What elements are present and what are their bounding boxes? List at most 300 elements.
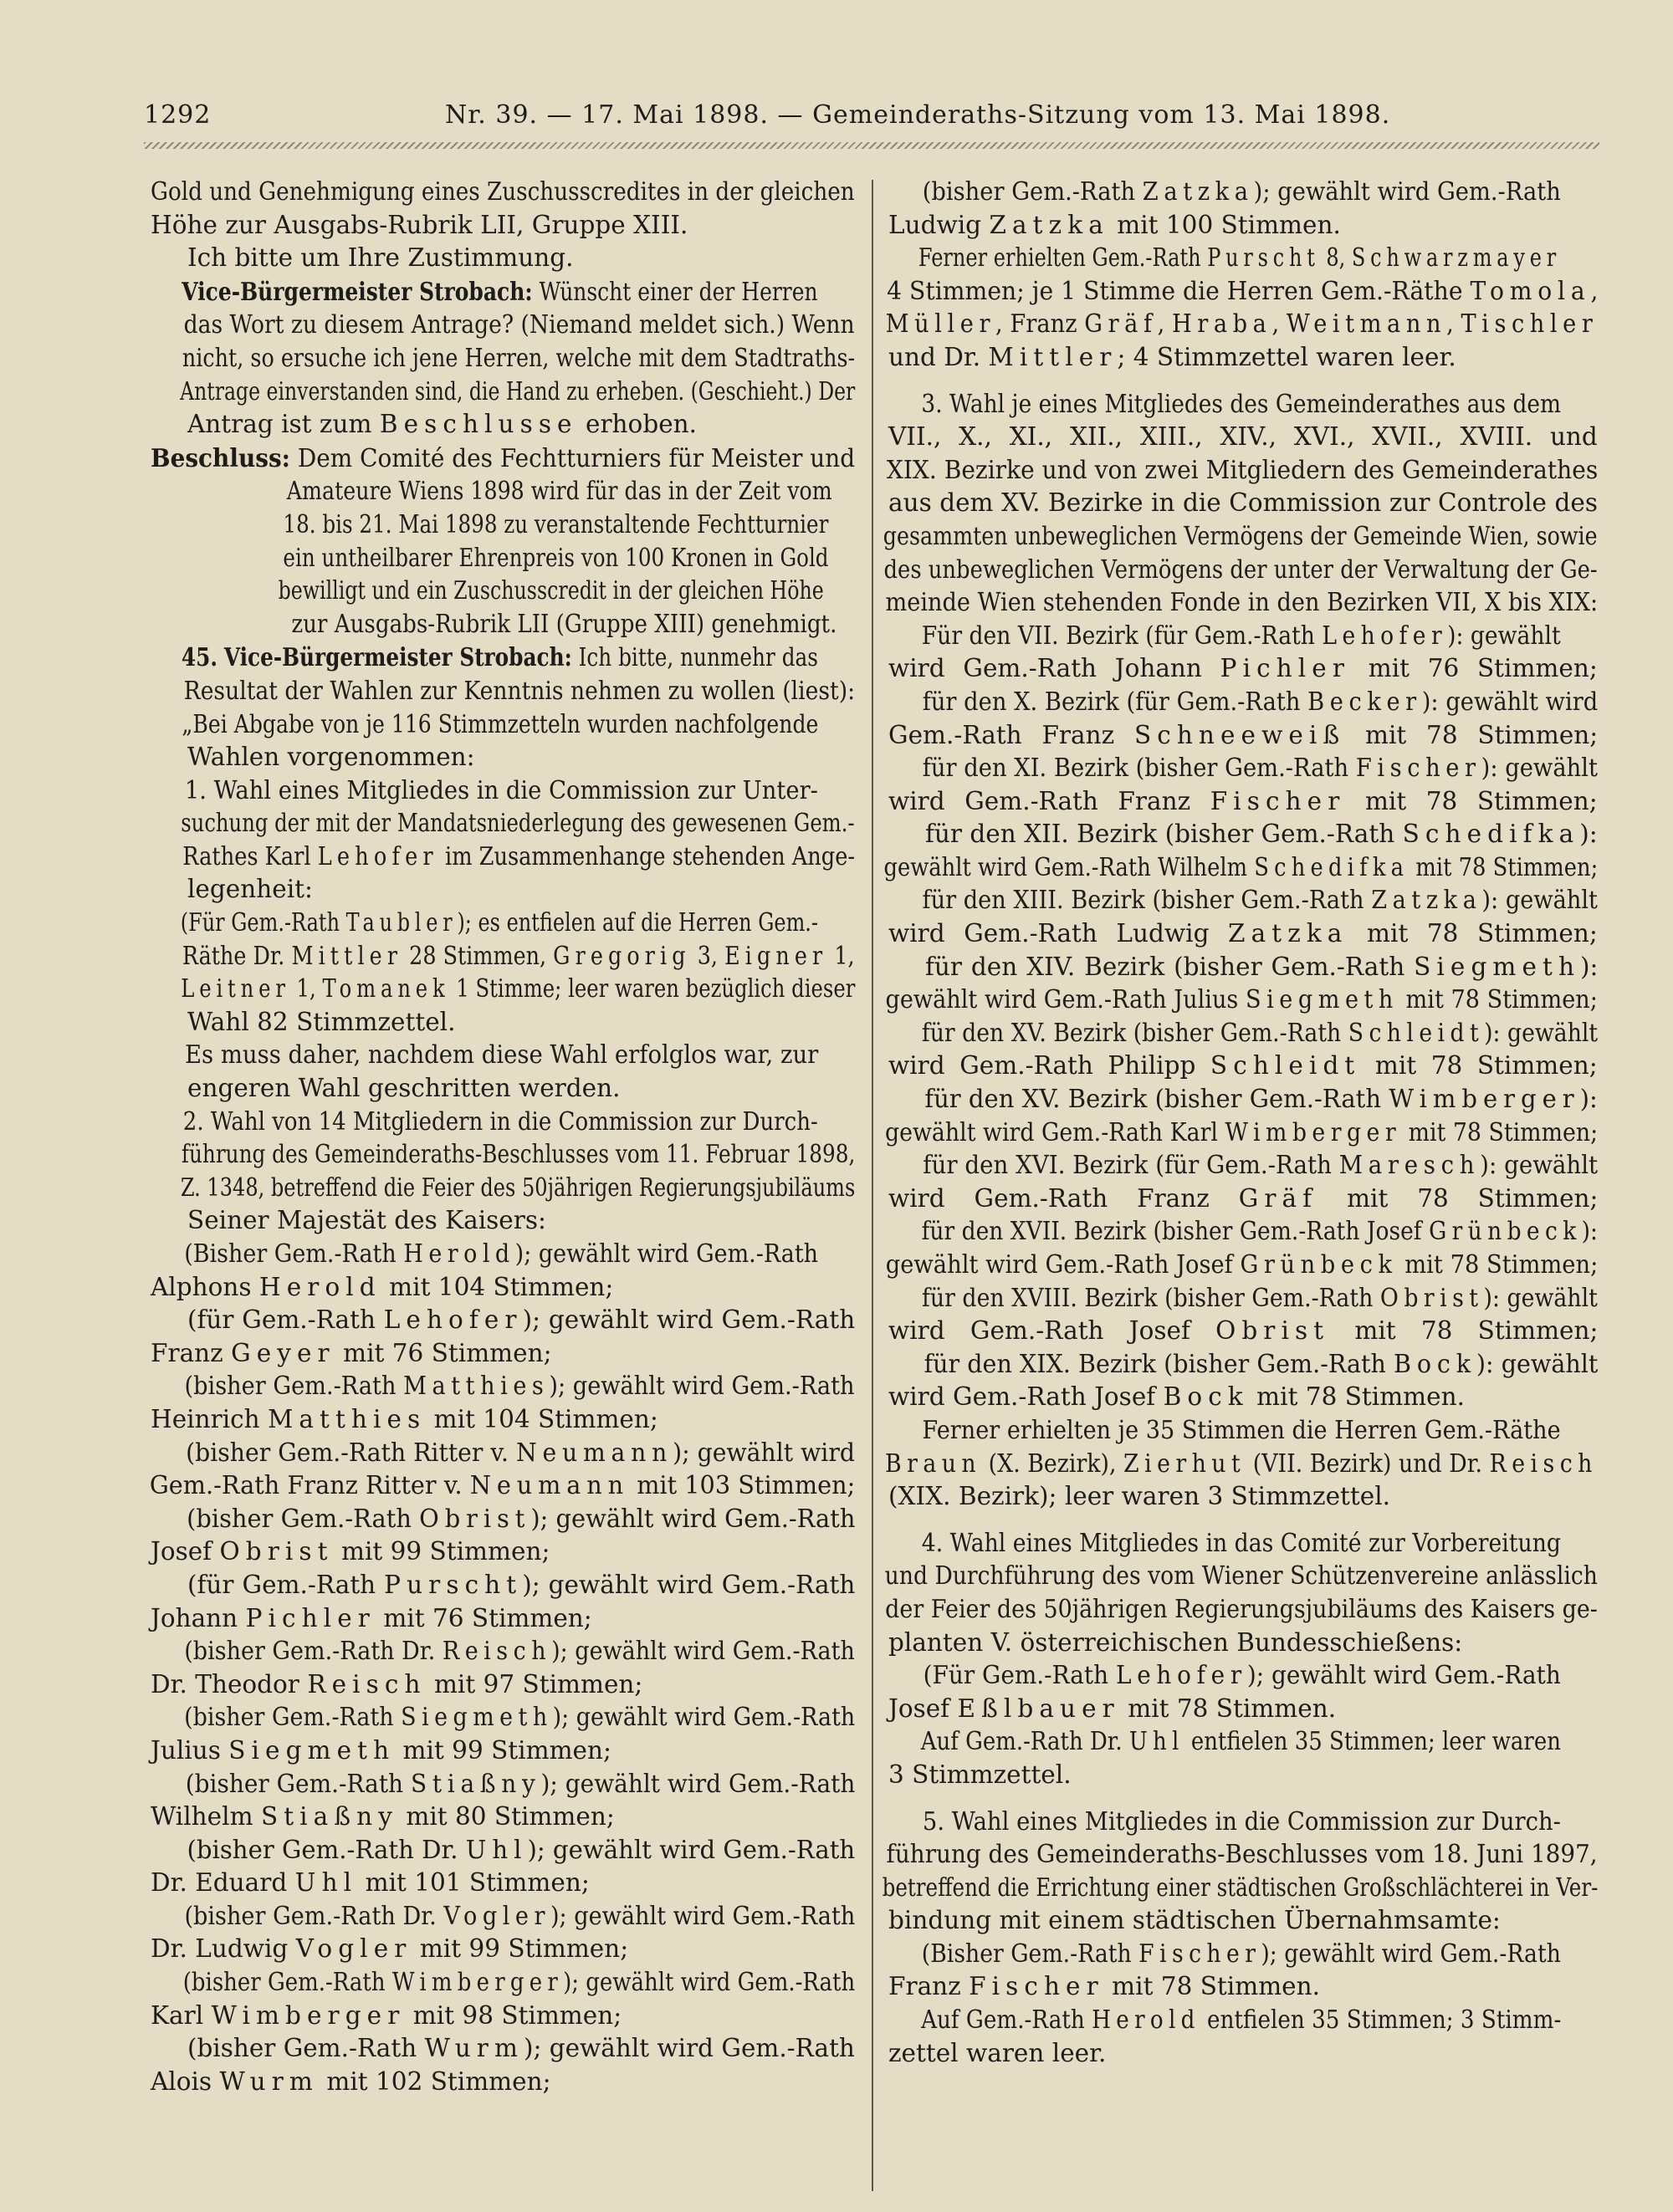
text-line [114,2000,855,2033]
spaced-word: Matthies [403,1372,550,1401]
text-run: (bisher Gem.-Rath [922,177,1136,206]
text-run: mit 78 Stimmen; [1365,720,1599,749]
text-line: nicht, so ersuche ich jene Herren, welche mit dem Stadtraths- [182,343,856,372]
text-run: wird Gem.-Rath Ludwig [888,919,1210,948]
spaced-word: Siegmeth [401,1703,553,1732]
paragraph-election-2-results [151,1238,855,2098]
spaced-word: Neumann [469,1471,630,1500]
text-run: ): [1580,952,1599,981]
text-line: des unbeweglichen Vermögens der unter der Verwaltung der Ge- [883,554,1598,584]
spaced-word: Tomanek [322,974,450,1004]
text-run: 1 Stimme; leer waren bezüglich dieser [456,974,856,1004]
text-run: Dr. Theodor [151,1669,299,1699]
page-title: Nr. 39. — 17. Mai 1898. — Gemeinderaths-Sitzung vom 13. Mai 1898. [445,100,1391,130]
paragraph-runoff [151,1039,855,1105]
spaced-word: Uhl [1128,1727,1184,1756]
text-run: Josef [888,1693,950,1723]
text-line: 4. Wahl eines Mitgliedes in das Comité zur Vorbereitung [921,1528,1561,1557]
text-run: für den XI. Bezirk (bisher Gem.-Rath [922,754,1349,783]
spaced-word: Obrist [419,1504,531,1533]
text-run: mit 76 Stimmen; [1368,654,1598,683]
paragraph-election-5 [882,1806,1599,1938]
text-line: gesammten unbeweglichen Vermögens der Gemeinde Wien, sowie [883,521,1598,550]
text-run: ): [1579,820,1598,849]
text-run: wird Gem.-Rath Franz [888,786,1191,815]
text-line: Wahlen vorgenommen: [187,743,475,772]
text-line [888,1017,1599,1050]
spaced-word: Vogler [295,1934,412,1964]
text-run: 1, [296,974,316,1004]
text-line: 18. bis 21. Mai 1898 zu veranstaltende Fechtturnier [283,509,829,539]
text-run: für den XVIII. Bezirk (bisher Gem.-Rath [921,1283,1374,1312]
spaced-word: Purscht [384,1570,523,1599]
text-run: (Bisher Gem.-Rath [184,1239,397,1268]
spaced-word: Fischer [969,1972,1104,2001]
spaced-word: Schedifka [1402,820,1580,849]
text-line [852,1970,1598,2004]
text-line [888,242,1561,275]
text-line [852,1381,1598,1414]
paragraph-election-4-others [888,1725,1598,1791]
text-line: Seiner Majestät des Kaisers: [187,1206,546,1235]
spaced-word: Vogler [443,1901,550,1930]
paragraph-consent [151,242,855,275]
text-run: Johann [151,1603,238,1632]
spaced-word: Lehofer [383,1305,523,1335]
spaced-word: Zierhut [1123,1448,1246,1478]
text-line: Ich bitte um Ihre Zustimmung. [187,243,574,273]
text-run: (bisher Gem.-Rath Ritter v. [186,1438,509,1467]
text-line: 5. Wahl eines Mitgliedes in die Commission zur Durch- [922,1806,1561,1836]
text-line [114,1801,855,1834]
paragraph-election-3-results [883,620,1599,1414]
text-run: ): gewählt [1476,1349,1599,1378]
spaced-word: Siegmeth [1414,952,1581,981]
text-run: 28 Stimmen, [409,941,547,970]
spaced-word: Neumann [515,1438,673,1467]
spaced-word: Beschlusse [379,410,578,439]
text-line [852,1249,1599,1282]
text-run: mit 80 Stimmen; [406,1802,615,1831]
text-line: Ferner erhielten je 35 Stimmen die Herren Gem.-Räthe [922,1415,1561,1444]
spaced-word: Reisch [1489,1448,1598,1478]
text-line: Antrage einverstanden sind, die Hand zu erheben. (Geschieht.) Der [180,376,856,406]
text-run: mit 104 Stimmen; [389,1272,614,1301]
text-run: (Für Gem.-Rath [180,908,340,937]
text-line [151,1304,855,1337]
spaced-word: Tomola [1470,276,1591,305]
text-line [852,917,1598,951]
text-line [114,1933,855,1966]
text-line [852,1183,1598,1216]
text-line [151,641,819,675]
spaced-word: Obrist [1379,1283,1484,1312]
text-line [888,1348,1599,1382]
text-run: Franz [888,1972,961,2001]
spaced-word: Mittler [291,941,403,970]
text-run: mit 104 Stimmen; [433,1404,658,1433]
text-run: (für Gem.-Rath [187,1570,376,1599]
text-line [852,1693,1598,1726]
text-run: mit 102 Stimmen; [326,2066,551,2096]
text-run: mit 78 Stimmen; [1408,1117,1599,1147]
text-run: Auf Gem.-Rath Dr. [920,1727,1123,1756]
text-line [151,1370,855,1403]
text-line [852,652,1598,686]
spaced-word: Weitmann [1286,309,1447,339]
text-line [852,341,1598,375]
text-run: mit 99 Stimmen; [340,1537,550,1566]
text-line [114,1602,855,1636]
text-line: führung des Gemeinderaths-Beschlusses vom 18. Juni 1897, [886,1840,1598,1869]
text-run: , [1271,309,1280,339]
text-run: ); gewählt wird Gem.-Rath [1246,1661,1561,1690]
text-run: , [1157,309,1165,339]
text-line [888,1215,1598,1249]
text-run: ); gewählt wird Gem.-Rath [1253,177,1561,206]
spaced-word: Gräf [1238,1183,1318,1213]
spaced-word: Stiaßny [260,1802,398,1831]
spaced-word: Schwarzmayer [1351,243,1561,273]
text-run: für den XIX. Bezirk (bisher Gem.-Rath [923,1349,1386,1378]
spaced-word: Zatzka [1142,177,1254,206]
paragraph-results-intro [151,708,855,774]
text-line: zur Ausgabs-Rubrik LII (Gruppe XIII) genehmigt. [291,609,837,638]
spaced-word: Gräf [1084,309,1158,339]
text-line [151,1503,856,1536]
text-run: 4 Stimmen; je 1 Stimme die Herren Gem.-Räthe [887,276,1463,305]
spaced-word: Schedifka [1254,852,1410,881]
spaced-word: Mittler [988,342,1118,371]
text-run: Dem Comité des Fechtturniers für Meister und [297,443,856,473]
text-run: Gem.-Rath Franz [888,720,1115,749]
text-run: Wilhelm [151,1802,253,1831]
spaced-word: Schleidt [1348,1018,1485,1047]
text-line [114,1403,855,1437]
spaced-word: Schleidt [1210,1051,1361,1080]
paragraph-gold-credit [151,176,855,242]
header-rule [144,142,1599,149]
text-line [888,1938,1561,1971]
text-line [151,1768,856,1801]
text-line [888,1659,1559,1693]
spaced-word: Pichler [1220,654,1351,683]
text-run: für den XVII. Bezirk (bisher Gem.-Rath Josef [921,1217,1422,1246]
text-run: Rathes Karl [182,841,311,871]
text-run: gewählt wird Gem.-Rath Julius [885,985,1239,1014]
spaced-word: Grünbeck [1429,1217,1582,1246]
text-run: wird Gem.-Rath Franz [888,1183,1210,1213]
spaced-word: Lehofer [317,841,438,871]
spaced-word: Reisch [442,1637,552,1666]
text-run: ); gewählt wird Gem.-Rath [1261,1939,1561,1968]
text-run: ); gewählt wird Gem.-Rath [563,1968,856,1997]
text-line [852,983,1598,1017]
text-run: wird Gem.-Rath Johann [888,654,1202,683]
spaced-word: Leitner [181,974,290,1004]
text-line: bewilligt und ein Zuschusscredit in der gleichen Höhe [278,576,824,605]
text-line [888,176,1561,209]
text-line: Resultat der Wahlen zur Kenntnis nehmen zu wollen (liest): [183,676,856,705]
text-line: Gold und Genehmigung eines Zuschusscredites in der gleichen [151,177,855,206]
text-run: (Bisher Gem.-Rath [921,1939,1132,1968]
text-run: ); gewählt wird Gem.-Rath [527,1835,856,1864]
paragraph-election-5-others [888,2004,1598,2070]
text-run: ); gewählt wird Gem.-Rath [514,1239,819,1268]
text-line: 1. Wahl eines Mitgliedes in die Commission zur Unter- [184,775,818,805]
text-run: Franz [151,1338,223,1367]
text-run: ); gewählt wird Gem.-Rath [523,2034,855,2063]
text-line [151,2032,854,2066]
paragraph-election-3-others [884,1414,1598,1514]
text-line [151,408,855,442]
text-run: ): gewählt [1481,886,1598,915]
text-run: und Dr. [888,342,981,371]
text-line: VII., X., XI., XII., XIII., XIV., XVI., XVII., XVIII. und [888,422,1598,452]
spaced-word: Braun [884,1448,982,1478]
spaced-word: Becker [1307,687,1422,716]
text-line [151,840,856,874]
spaced-word: Lehofer [1322,621,1448,650]
spaced-word: Matthies [268,1404,427,1433]
spaced-word: Wimberger [1389,1085,1580,1114]
text-run: (X. Bezirk), [988,1448,1117,1478]
text-run: (bisher Gem.-Rath Dr. [184,1901,437,1930]
text-line [151,275,818,309]
text-line: ein untheilbarer Ehrenpreis von 100 Kronen in Gold [283,543,829,572]
paragraph-election-5-result [888,1938,1598,2004]
text-line [151,1238,819,1271]
paragraph-further-votes [885,242,1599,374]
text-run: mit 99 Stimmen; [419,1934,629,1964]
text-run: ; 4 Stimmzettel waren leer. [1117,342,1456,371]
text-run: mit 78 Stimmen. [1112,1972,1321,2001]
text-line: und Durchführung des vom Wiener Schützenvereine anlässlich [884,1561,1598,1591]
text-run: ): gewählt wird [1421,687,1599,716]
text-run: Auf Gem.-Rath [921,2005,1085,2035]
text-run: wird Gem.-Rath Philipp [888,1051,1196,1080]
text-line [852,1116,1599,1150]
text-run: mit 78 Stimmen; [1354,1316,1599,1346]
text-line [888,2004,1562,2037]
spaced-word: Zatzka [989,210,1109,239]
text-run: ); gewählt wird Gem.-Rath [550,1901,856,1930]
text-line [114,1337,855,1371]
text-run: ); gewählt wird Gem.-Rath [540,1769,856,1798]
spaced-word: Herold [1092,2005,1200,2035]
spaced-word: Obrist [1215,1316,1330,1346]
left-column [151,176,855,2098]
spaced-word: Wimberger [211,2000,406,2030]
text-run: erhoben. [586,410,698,439]
spaced-word: Wimberger [1225,1117,1402,1147]
text-line [114,1469,856,1503]
text-run: für den XIII. Bezirk (bisher Gem.-Rath [922,886,1364,915]
text-line: aus dem XV. Bezirke in die Commission zur Controle des [888,488,1598,518]
paragraph-vote-call [151,275,855,442]
text-line [852,275,1599,309]
spaced-word: Herold [403,1239,515,1268]
spaced-word: Fischer [1355,754,1481,783]
text-line: Wahl 82 Stimmzettel. [187,1007,456,1036]
spaced-word: Eigner [724,941,828,970]
text-run: (bisher Gem.-Rath [184,1372,397,1401]
text-run: mit 100 Stimmen. [1117,210,1341,239]
text-run: mit 78 Stimmen; [1405,985,1598,1014]
text-run: mit 78 Stimmen. [1256,1382,1465,1412]
text-run: ): gewählt [1481,754,1598,783]
speaker-name: Vice-Bürgermeister Strobach: [182,276,533,306]
text-line [114,1271,855,1305]
text-run: mit 99 Stimmen; [402,1735,611,1765]
text-line: 3. Wahl je eines Mitgliedes des Gemeinderathes aus dem [921,389,1562,418]
text-line: engeren Wahl geschritten werden. [187,1074,621,1103]
text-line: planten V. österreichischen Bundesschießens: [888,1627,1463,1657]
text-line [888,620,1561,653]
text-line [151,1834,856,1867]
resolution-label: Beschluss: [151,442,290,473]
text-run: (bisher Gem.-Rath [187,1504,412,1533]
text-run: mit 76 Stimmen; [383,1603,592,1632]
text-run: (bisher Gem.-Rath [182,1968,386,1997]
text-line [151,940,855,973]
text-run: mit 78 Stimmen; [1415,852,1599,881]
spaced-word: Müller [885,309,996,339]
spaced-word: Eßlbauer [957,1693,1120,1723]
text-run: Ferner erhielten Gem.-Rath [918,243,1201,273]
text-run: Karl [151,2000,204,2030]
text-line: legenheit: [187,875,313,904]
text-run: mit 103 Stimmen; [637,1471,856,1500]
text-line: XIX. Bezirke und von zwei Mitgliedern des Gemeinderathes [886,455,1599,484]
spaced-word: Hraba [1171,309,1272,339]
paragraph-election-4-result [888,1659,1598,1725]
text-run: Josef [151,1537,212,1566]
text-run: ): gewählt [1447,621,1561,650]
text-run: ): gewählt [1483,1283,1598,1312]
text-run: mit 78 Stimmen; [1404,1250,1599,1279]
text-line [151,907,819,940]
text-line [114,1734,855,1768]
text-run: (bisher Gem.-Rath [187,2034,417,2063]
text-line [888,1725,1561,1759]
text-run: für den XII. Bezirk (bisher Gem.-Rath [925,820,1395,849]
paragraph-election-3 [883,388,1599,620]
spaced-word: Uhl [465,1835,528,1864]
text-line: betreffend die Errichtung einer städtischen Großschlächterei in Ver- [882,1872,1599,1902]
text-line [888,951,1598,984]
spaced-word: Tischler [1461,309,1599,339]
text-run: Ludwig [888,210,982,239]
text-run: (bisher Gem.-Rath Dr. [187,1835,458,1864]
text-line [852,209,1598,243]
text-line: der Feier des 50jährigen Regierungsjubiläums des Kaisers ge- [885,1594,1598,1623]
text-run: Für den VII. Bezirk (für Gem.-Rath [921,621,1315,650]
text-line: zettel waren leer. [888,2038,1107,2067]
text-line [151,442,856,476]
text-run: ); gewählt wird Gem.-Rath [552,1703,856,1732]
text-run: (bisher Gem.-Rath [185,1769,404,1798]
spaced-word: Fischer [1138,1939,1261,1968]
item-number: 45. [181,642,217,672]
paragraph-election-1 [151,774,855,907]
text-run: ): [1579,1085,1598,1114]
text-run: ): gewählt [1480,1151,1599,1180]
text-run: gewählt wird Gem.-Rath Josef [885,1250,1233,1279]
text-run: Alphons [151,1272,252,1301]
text-run: Ich bitte, nunmehr das [578,643,819,672]
spaced-word: Wurm [219,2066,319,2096]
spaced-word: Fischer [1210,786,1346,815]
spaced-word: Grünbeck [1240,1250,1398,1279]
text-run: Alois [151,2066,212,2096]
text-line [114,2066,855,2099]
text-run: für den XV. Bezirk (bisher Gem.-Rath [924,1085,1382,1114]
text-line [888,752,1598,785]
text-line [151,1635,855,1668]
spaced-word: Stiaßny [410,1769,541,1798]
text-line [114,1867,855,1900]
text-run: ); gewählt wird Gem.-Rath [551,1637,855,1666]
text-run: Räthe Dr. [182,941,285,970]
text-run: für den X. Bezirk (für Gem.-Rath [922,687,1301,716]
text-run: für den XIV. Bezirk (bisher Gem.-Rath [925,952,1405,981]
text-line [114,1535,855,1569]
text-run: im Zusammenhange stehenden Ange- [444,841,856,871]
text-run: mit 78 Stimmen; [1374,1051,1598,1080]
spaced-word: Taubler [345,908,458,937]
spaced-word: Siegmeth [228,1735,396,1765]
text-run: entfielen 35 Stimmen; leer waren [1190,1727,1561,1756]
text-line: Amateure Wiens 1898 wird für das in der Zeit vom [286,477,832,506]
text-run: Heinrich [151,1404,260,1433]
text-line [888,818,1598,851]
text-run: für den XV. Bezirk (bisher Gem.-Rath [921,1018,1342,1047]
text-line [888,1149,1599,1183]
text-run: ); gewählt wird Gem.-Rath [549,1372,855,1401]
text-line [888,1282,1598,1315]
spaced-word: Bock [1394,1349,1476,1378]
text-line [151,1701,856,1734]
text-line [151,1437,855,1470]
text-run: mit 98 Stimmen; [412,2000,622,2030]
spaced-word: Gregorig [553,941,691,970]
text-run: Julius [151,1735,221,1765]
text-line [151,1966,856,2000]
page-number: 1292 [144,100,212,130]
text-run: , [995,309,1003,339]
text-line [151,1569,855,1602]
text-run: mit 78 Stimmen; [1364,786,1598,815]
paragraph-election-1-result [151,907,855,1039]
spaced-word: Purscht [1207,243,1320,273]
text-line [852,719,1598,753]
text-run: ): gewählt [1484,1018,1599,1047]
speaker-name: Vice-Bürgermeister Strobach: [223,642,572,672]
text-run: 8, [1326,243,1346,273]
spaced-word: Wurm [424,2034,524,2063]
spaced-word: Geyer [231,1338,335,1367]
text-run: gewählt wird Gem.-Rath Karl [884,1117,1218,1147]
text-run: ); es entfielen auf die Herren Gem.- [457,908,819,937]
paragraph-election-4 [884,1527,1598,1659]
text-run: 3, [697,941,719,970]
text-line: 3 Stimmzettel. [888,1760,1072,1789]
text-run: ); gewählt wird Gem.-Rath [522,1570,856,1599]
paragraph-item-45 [151,641,855,708]
text-line: „Bei Abgabe von je 116 Stimmzetteln wurden nachfolgende [182,709,819,738]
spaced-word: Siegmeth [1245,985,1399,1014]
